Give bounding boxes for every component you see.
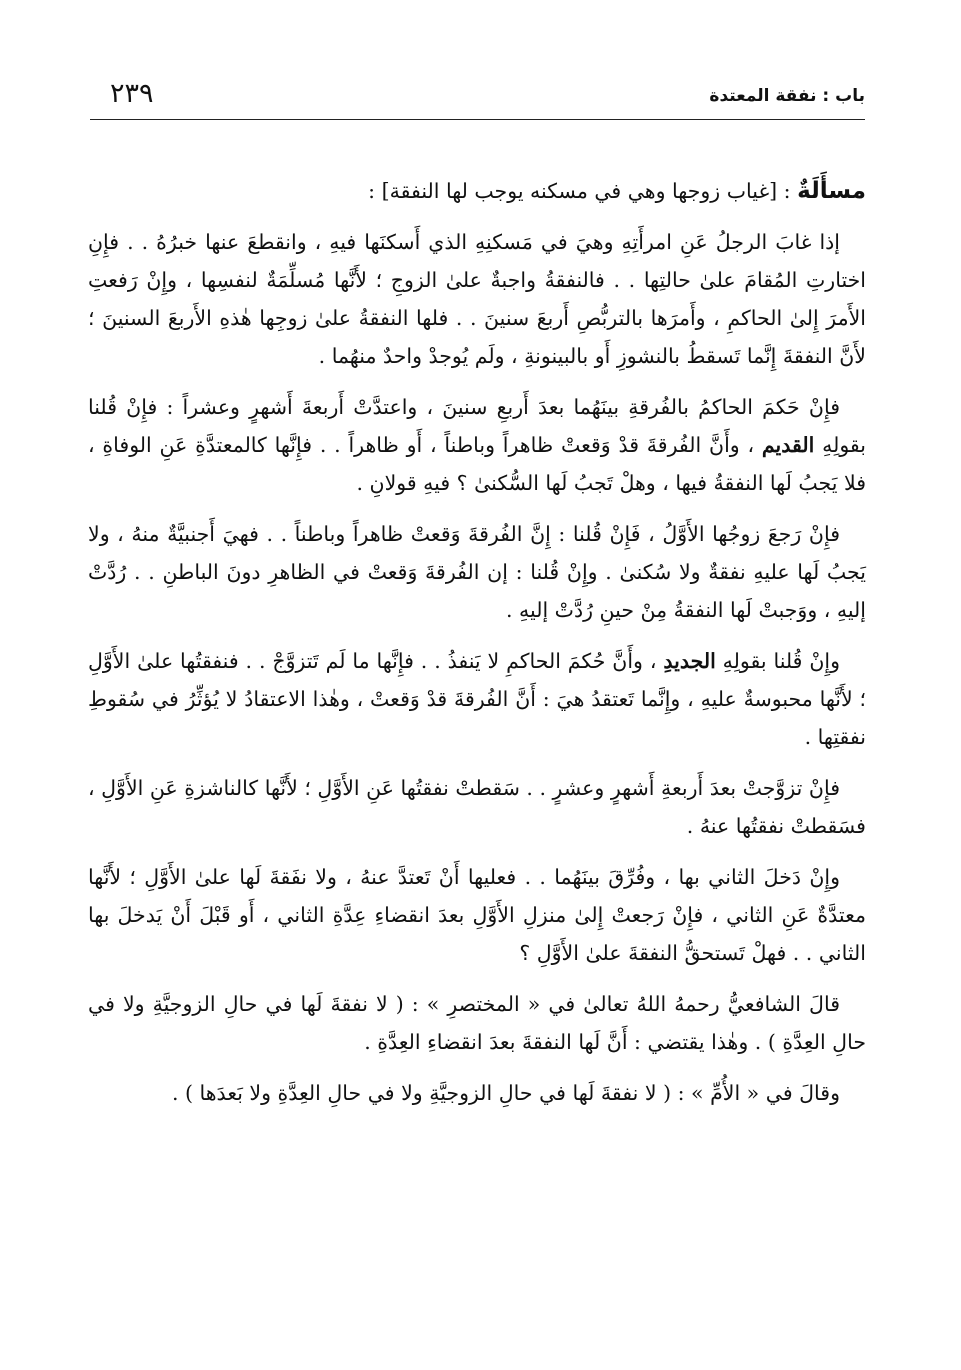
paragraph-7: قالَ الشافعيُّ رحمهُ اللهُ تعالىٰ في « المختصرِ » : ( لا نفقةَ لَها في حالِ الزوجيَّةِ ولا في حالِ العِدَّةِ ) . وهٰذا يقتضي : أَنَّ لَها النفقةَ بعدَ انقضاءِ العِدَّةِ . — [88, 992, 866, 1054]
paragraph-2 — [88, 388, 866, 502]
paragraph-2-bold-term: القديم — [761, 433, 815, 457]
paragraph-8: وقالَ في « الأُمِّ » : ( لا نفقةَ لَها في حالِ الزوجيَّةِ ولا في حالِ العِدَّةِ ولا بَعدَها ) . — [171, 1081, 840, 1105]
issue-label: مسأَلَةٌ — [797, 178, 866, 204]
paragraph-2-rest: ، وأَنَّ الفُرقةَ قدْ وَقعتْ ظاهراً وباطناً ، أَو ظاهراً . . فإِنَّها كالمعتدَّةِ عَنِ الوفاةِ ، فلا يَجبُ لَها النفقةُ فيها ، وهلْ تَجبُ لَها السُّكنىٰ ؟ فيهِ قولانِ . — [88, 433, 866, 495]
paragraph-4 — [88, 642, 866, 756]
paragraph-4-rest: ، وأَنَّ حُكمَ الحاكمِ لا يَنفذُ . . فإِنَّها ما لَم تَتزوَّجْ . . فنفقتُها علىٰ الأَوَّلِ ؛ لأَنَّها محبوسةٌ عليهِ ، وإِنَّما تَعتقدُ هيَ : أَنَّ الفُرقةَ قدْ وَقعتْ ، وهٰذا الاعتقادُ لا يُؤثِّرُ في سُقوطِ نفقتِها . — [88, 649, 866, 749]
page-body — [88, 172, 866, 1125]
paragraph-4-bold-term: الجديدِ — [663, 649, 716, 673]
paragraph-4-start: وإِنْ قُلنا بقولِهِ — [722, 649, 840, 673]
page-header — [90, 78, 865, 120]
page-number: ٢٣٩ — [110, 78, 154, 109]
paragraph-5: فإِنْ تزوَّجتْ بعدَ أَربعةِ أَشهرٍ وعشرٍ . . سَقطتْ نفقتُها عَنِ الأَوَّلِ ؛ لأَنَّها كالناشزةِ عَنِ الأَوَّلِ ، فسَقطتْ نفقتُها عنهُ . — [88, 776, 866, 838]
paragraph-1: إذا غابَ الرجلُ عَنِ امرأَتِهِ وهيَ في مَسكنِهِ الذي أَسكنَها فيهِ ، وانقطعَ عنها خبرُهُ . . فإِنِ اختارتِ المُقامَ علىٰ حالتِها . . فالنفقةُ واجبةٌ علىٰ الزوجِ ؛ لأَنَّها مُسلِّمَةٌ لنفسِها ، وإِنْ رَفعتِ الأَمرَ إِلىٰ الحاكمِ ، وأَمرَها بالتربُّصِ أَربعَ سنينَ . . فلها النفقةُ علىٰ زوجِها هٰذهِ الأَربعَ السنينَ ؛ لأَنَّ النفقةَ إِنَّما تَسقطُ بالنشوزِ أَو بالبينونةِ ، ولَم يُوجدْ واحدٌ منهُما . — [88, 230, 866, 368]
paragraph-2-start: فإِنْ حَكمَ الحاكمُ بالفُرقةِ بينَهُما بعدَ أَربعِ سنينَ ، واعتدَّتْ أَربعةَ أَشهرٍ وعشراً : فإِنْ قُلنا بقولِهِ — [88, 395, 866, 457]
issue-title: : [غياب زوجها وهي في مسكنه يوجب لها النفقة] : — [368, 179, 798, 203]
running-head: باب : نفقة المعتدة — [709, 86, 865, 106]
header-rule — [90, 119, 865, 120]
paragraph-6: وإِنْ دَخلَ الثاني بها ، وفُرِّقَ بينَهُما . . فعليها أَنْ تَعتدَّ عنهُ ، ولا نفَقةَ لَها علىٰ الأَوَّلِ ؛ لأَنَّها معتدَّةٌ عَنِ الثاني ، فإِنْ رَجعتْ إِلىٰ منزلِ الأَوَّلِ بعدَ انقضاءِ عِدَّةِ الثاني ، أَو قَبْلَ أَنْ يَدخلَ بها الثاني . . فهلْ تَستحقُّ النفقةَ علىٰ الأَوَّلِ ؟ — [88, 865, 866, 965]
issue-heading — [88, 172, 866, 210]
paragraph-3: فإِنْ رَجعَ زوجُها الأَوَّلُ ، فَإِنْ قُلنا : إِنَّ الفُرقةَ وَقعتْ ظاهراً وباطناً . . فهيَ أَجنبيَّةٌ منهُ ، ولا يَجبُ لَها عليهِ نفقةٌ ولا سُكنىٰ . وإِنْ قُلنا : إن الفُرقةَ وَقعتْ في الظاهرِ دونَ الباطنِ . . رُدَّتْ إليهِ ، ووَجبتْ لَها النفقةُ مِنْ حينِ رُدَّتْ إليهِ . — [88, 522, 866, 622]
